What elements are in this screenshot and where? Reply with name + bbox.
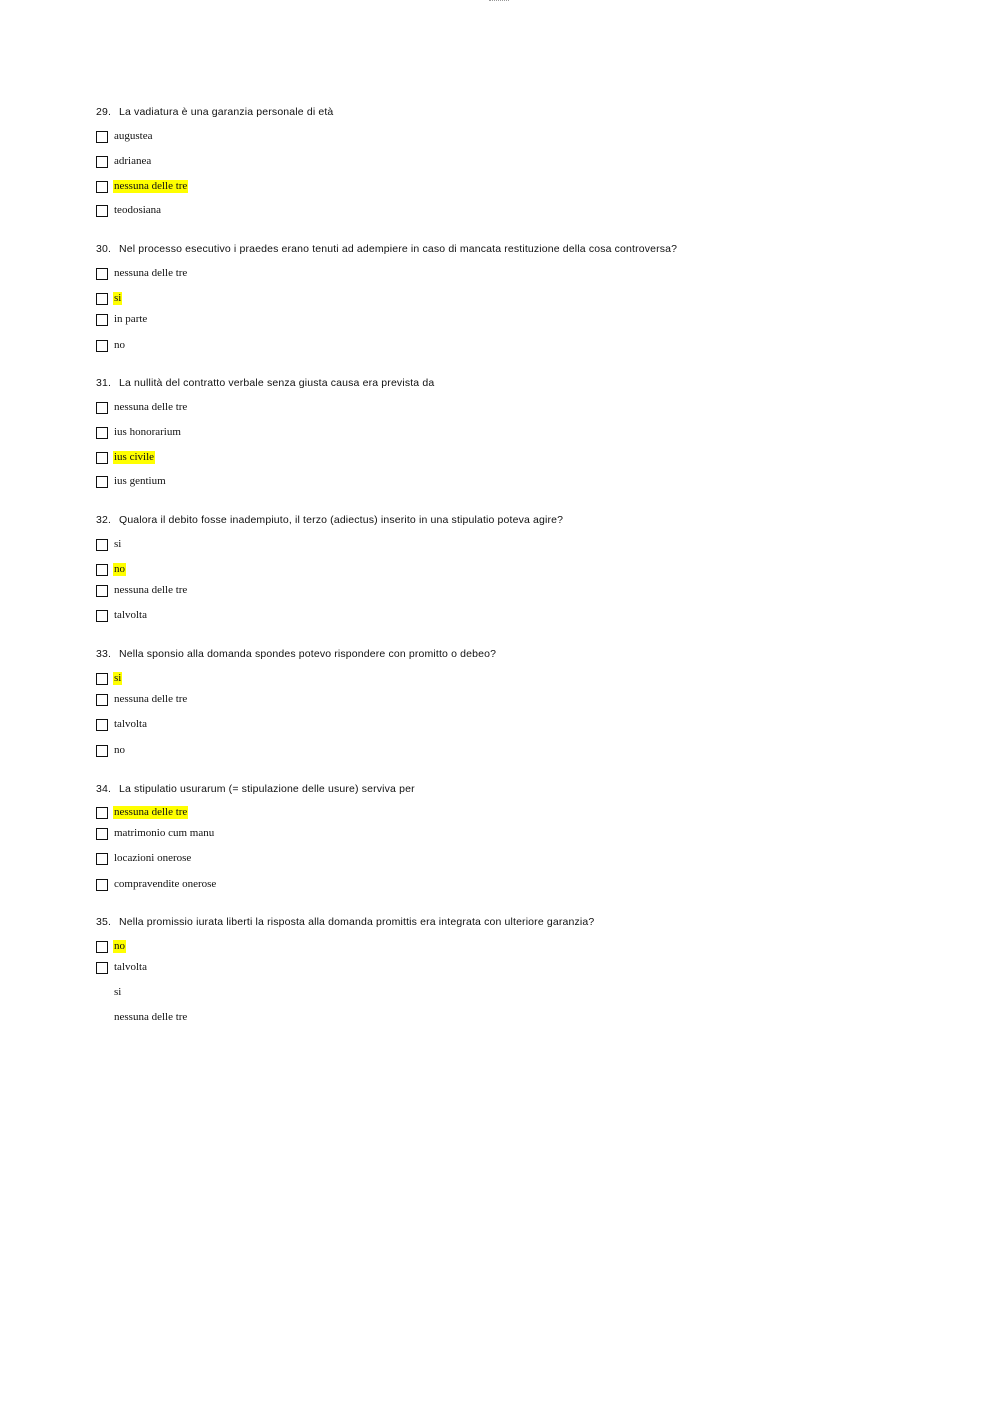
question-number: 32. bbox=[96, 514, 112, 526]
question-5 bbox=[96, 648, 496, 660]
answer-label: nessuna delle tre bbox=[114, 584, 188, 596]
answer-checkbox[interactable] bbox=[96, 476, 108, 488]
answer-label: si bbox=[114, 986, 122, 998]
answer-label: teodosiana bbox=[114, 204, 162, 216]
answer-checkbox[interactable] bbox=[96, 807, 108, 819]
question-7 bbox=[96, 916, 594, 928]
answer-label: talvolta bbox=[114, 961, 147, 973]
answer-label: ius honorarium bbox=[114, 426, 181, 438]
answer-checkbox[interactable] bbox=[96, 879, 108, 891]
question-number: 29. bbox=[96, 106, 112, 118]
answer-label: compravendite onerose bbox=[114, 878, 217, 890]
header-mark bbox=[489, 0, 509, 3]
question-text: La vadiatura è una garanzia personale di età bbox=[119, 106, 334, 118]
answer-checkbox[interactable] bbox=[96, 539, 108, 551]
highlighted-answer-label: si bbox=[114, 292, 122, 304]
question-number: 31. bbox=[96, 377, 112, 389]
answer-checkbox[interactable] bbox=[96, 673, 108, 685]
answer-checkbox[interactable] bbox=[96, 268, 108, 280]
answer-checkbox[interactable] bbox=[96, 452, 108, 464]
answer-label: ius gentium bbox=[114, 475, 166, 487]
answer-label: adrianea bbox=[114, 155, 152, 167]
answer-checkbox[interactable] bbox=[96, 340, 108, 352]
highlighted-answer-label: ius civile bbox=[114, 451, 155, 463]
question-number: 30. bbox=[96, 243, 112, 255]
question-3 bbox=[96, 377, 434, 389]
question-number: 35. bbox=[96, 916, 112, 928]
question-4 bbox=[96, 514, 563, 526]
question-2 bbox=[96, 243, 677, 255]
answer-checkbox[interactable] bbox=[96, 610, 108, 622]
answer-label: talvolta bbox=[114, 718, 147, 730]
question-text: La nullità del contratto verbale senza giusta causa era prevista da bbox=[119, 377, 435, 389]
question-number: 33. bbox=[96, 648, 112, 660]
highlighted-answer-label: no bbox=[114, 563, 125, 575]
answer-checkbox[interactable] bbox=[96, 828, 108, 840]
answer-checkbox[interactable] bbox=[96, 131, 108, 143]
answer-checkbox[interactable] bbox=[96, 564, 108, 576]
question-number: 34. bbox=[96, 783, 112, 795]
question-text: Nella promissio iurata liberti la risposta alla domanda promittis era integrata con ulteriore garanzia? bbox=[119, 916, 595, 928]
question-text: Nel processo esecutivo i praedes erano tenuti ad adempiere in caso di mancata restituzione della cosa controversa? bbox=[119, 243, 678, 255]
answer-label: no bbox=[114, 744, 125, 756]
answer-label: nessuna delle tre bbox=[114, 401, 188, 413]
answer-label: nessuna delle tre bbox=[114, 693, 188, 705]
answer-label: no bbox=[114, 339, 125, 351]
answer-checkbox[interactable] bbox=[96, 293, 108, 305]
answer-label: augustea bbox=[114, 130, 153, 142]
answer-checkbox[interactable] bbox=[96, 941, 108, 953]
answer-checkbox[interactable] bbox=[96, 853, 108, 865]
answer-label: nessuna delle tre bbox=[114, 267, 188, 279]
question-1 bbox=[96, 106, 333, 118]
answer-checkbox[interactable] bbox=[96, 427, 108, 439]
answer-label: in parte bbox=[114, 313, 148, 325]
answer-checkbox[interactable] bbox=[96, 205, 108, 217]
answer-checkbox[interactable] bbox=[96, 314, 108, 326]
highlighted-answer-label: nessuna delle tre bbox=[114, 806, 188, 818]
answer-checkbox[interactable] bbox=[96, 585, 108, 597]
answer-checkbox[interactable] bbox=[96, 402, 108, 414]
answer-checkbox[interactable] bbox=[96, 181, 108, 193]
answer-checkbox[interactable] bbox=[96, 694, 108, 706]
highlighted-answer-label: nessuna delle tre bbox=[114, 180, 188, 192]
answer-label: locazioni onerose bbox=[114, 852, 192, 864]
answer-checkbox[interactable] bbox=[96, 719, 108, 731]
highlighted-answer-label: si bbox=[114, 672, 122, 684]
answer-checkbox[interactable] bbox=[96, 745, 108, 757]
question-text: Nella sponsio alla domanda spondes potevo rispondere con promitto o debeo? bbox=[119, 648, 497, 660]
question-6 bbox=[96, 783, 415, 795]
answer-label: nessuna delle tre bbox=[114, 1011, 188, 1023]
answer-label: matrimonio cum manu bbox=[114, 827, 215, 839]
answer-label: si bbox=[114, 538, 122, 550]
question-text: La stipulatio usurarum (= stipulazione delle usure) serviva per bbox=[119, 783, 415, 795]
answer-checkbox[interactable] bbox=[96, 962, 108, 974]
question-text: Qualora il debito fosse inadempiuto, il terzo (adiectus) inserito in una stipulatio poteva agire? bbox=[119, 514, 564, 526]
answer-label: talvolta bbox=[114, 609, 147, 621]
highlighted-answer-label: no bbox=[114, 940, 125, 952]
answer-checkbox[interactable] bbox=[96, 156, 108, 168]
